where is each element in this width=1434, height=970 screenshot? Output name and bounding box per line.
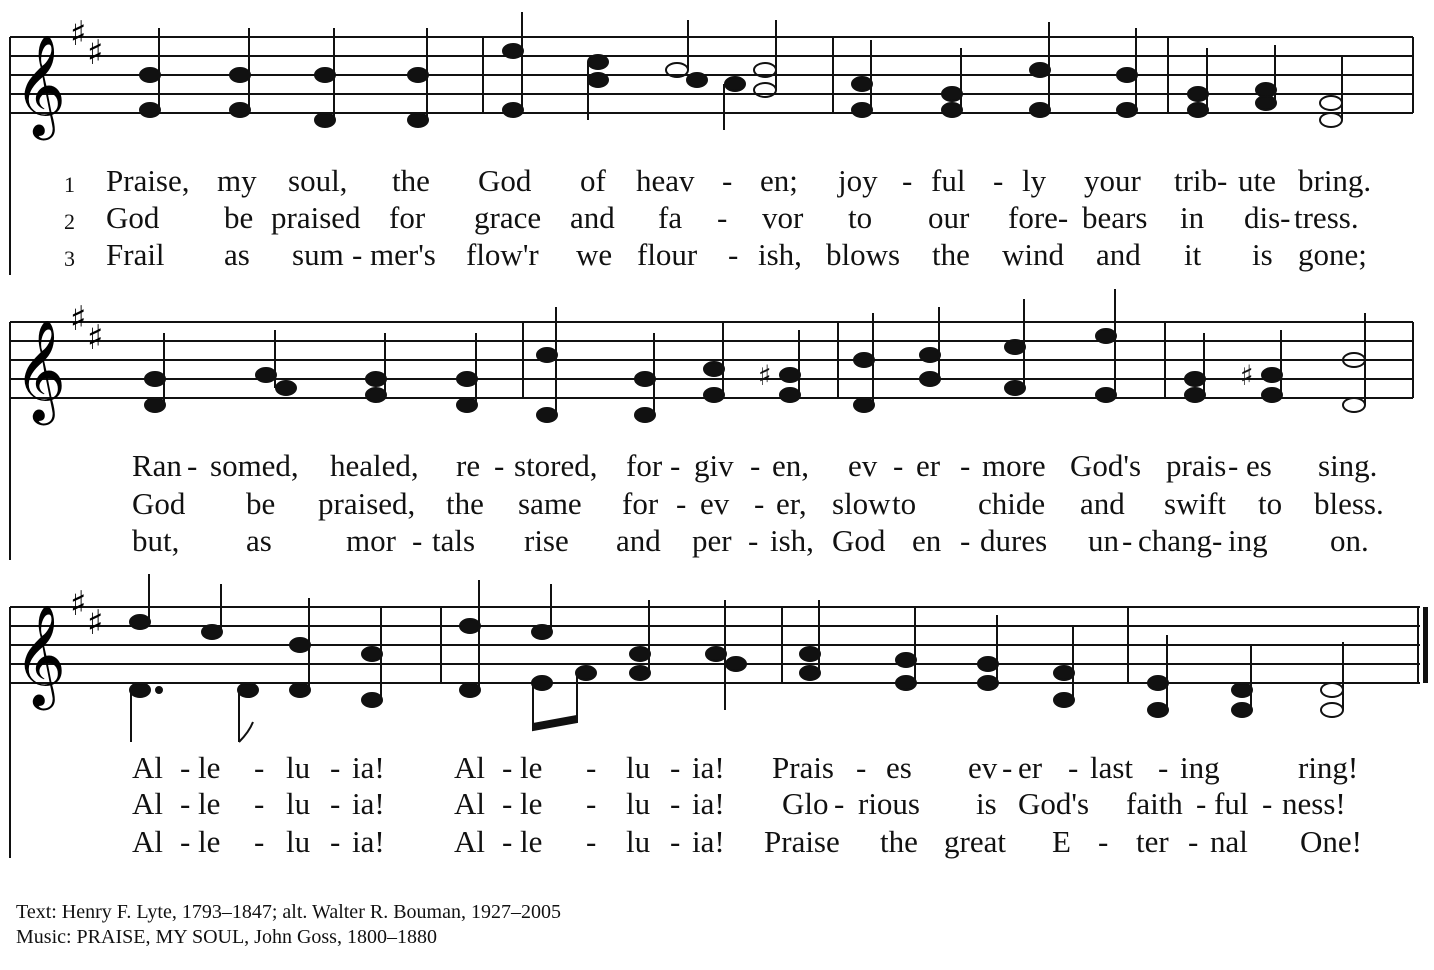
lyric-syllable: -	[722, 163, 733, 198]
lyric-syllable: the	[880, 824, 918, 859]
lyric-syllable: Al	[132, 824, 163, 859]
lyric-syllable: more	[982, 448, 1046, 483]
lyric-syllable: praised,	[318, 486, 416, 521]
lyric-syllable: dis-	[1244, 200, 1291, 235]
lyric-syllable: sing.	[1318, 448, 1378, 483]
lyric-syllable: trib-	[1174, 163, 1228, 198]
sharp-icon: ♯	[87, 318, 104, 358]
lyric-syllable: -	[1158, 750, 1169, 785]
lyric-syllable: vor	[762, 200, 804, 235]
lyric-syllable: as	[246, 523, 272, 558]
lyric-syllable: -	[502, 750, 513, 785]
lyric-syllable: prais	[1166, 448, 1227, 483]
lyric-syllable: Al	[454, 786, 485, 821]
lyric-syllable: en,	[772, 448, 810, 483]
lyric-syllable: -	[1228, 448, 1239, 483]
sharp-icon: ♯	[70, 584, 87, 624]
lyric-syllable: le	[520, 824, 543, 859]
lyric-syllable: ish,	[758, 237, 802, 272]
lyric-syllable: the	[446, 486, 484, 521]
lyric-syllable: tals	[432, 523, 476, 558]
final-barline	[1423, 607, 1428, 683]
lyric-syllable: -	[893, 448, 904, 483]
lyric-syllable: for	[622, 486, 659, 521]
lyric-syllable: ia!	[352, 750, 385, 785]
lyric-syllable: -	[1262, 786, 1273, 821]
lyric-syllable: ia!	[692, 824, 725, 859]
lyric-syllable: flour	[637, 237, 698, 272]
lyric-syllable: ful	[931, 163, 966, 198]
lyric-syllable: but,	[132, 523, 180, 558]
lyric-syllable: Al	[132, 786, 163, 821]
lyric-syllable: swift	[1164, 486, 1226, 521]
lyric-syllable: -	[1122, 523, 1133, 558]
lyric-syllable: our	[928, 200, 970, 235]
lyric-syllable: -	[254, 824, 265, 859]
lyric-syllable: ly	[1022, 163, 1047, 198]
lyric-syllable: ish,	[770, 523, 814, 558]
verse-number: 2	[64, 209, 75, 234]
svg-text:♯: ♯	[758, 359, 772, 392]
lyric-syllable: -	[180, 750, 191, 785]
lyric-syllable: Prais	[772, 750, 834, 785]
lyric-syllable: lu	[286, 750, 311, 785]
lyric-syllable: fore-	[1008, 200, 1069, 235]
sharp-icon: ♯	[87, 603, 104, 643]
sharp-icon: ♯	[70, 299, 87, 339]
lyric-syllable: God	[478, 163, 532, 198]
lyric-syllable: -	[330, 786, 341, 821]
lyric-syllable: chang	[1138, 523, 1213, 558]
lyric-syllable: -	[180, 824, 191, 859]
lyric-syllable: un	[1088, 523, 1119, 558]
lyric-syllable: your	[1084, 163, 1141, 198]
lyric-syllable: Glo	[782, 786, 829, 821]
lyric-syllable: -	[254, 750, 265, 785]
svg-text:♯: ♯	[1240, 359, 1254, 392]
credits	[16, 900, 561, 950]
lyric-syllable: soul,	[288, 163, 348, 198]
lyric-syllable: flow'r	[466, 237, 539, 272]
lyric-syllable: Praise	[764, 824, 840, 859]
lyric-syllable: to	[848, 200, 873, 235]
lyric-syllable: le	[520, 750, 543, 785]
lyric-syllable: and	[1080, 486, 1125, 521]
lyric-syllable: ter	[1136, 824, 1169, 859]
lyric-syllable: -	[586, 786, 597, 821]
lyric-syllable: somed,	[210, 448, 299, 483]
lyric-syllable: -	[1196, 786, 1207, 821]
lyric-syllable: le	[198, 786, 221, 821]
lyric-syllable: in	[1180, 200, 1205, 235]
lyric-syllable: ia!	[352, 824, 385, 859]
lyric-syllable: -	[412, 523, 423, 558]
lyric-syllable: of	[580, 163, 606, 198]
lyric-syllable: God	[132, 486, 186, 521]
lyric-syllable: -	[748, 523, 759, 558]
lyric-syllable: es	[1246, 448, 1272, 483]
lyric-syllable: giv	[694, 448, 734, 483]
lyric-syllable: -	[1068, 750, 1079, 785]
lyric-syllable: ness!	[1282, 786, 1346, 821]
lyric-syllable: the	[392, 163, 430, 198]
lyric-syllable: great	[944, 824, 1006, 859]
lyric-syllable: -	[586, 750, 597, 785]
lyric-syllable: -	[902, 163, 913, 198]
lyric-syllable: is	[1252, 237, 1273, 272]
verse-number: 1	[64, 172, 75, 197]
lyric-syllable: es	[886, 750, 912, 785]
lyric-syllable: -	[1002, 750, 1013, 785]
lyric-syllable: One!	[1300, 824, 1362, 859]
lyric-syllable: tress.	[1294, 200, 1359, 235]
lyric-syllable: lu	[286, 824, 311, 859]
lyric-syllable: Frail	[106, 237, 165, 272]
lyric-syllable: ev	[848, 448, 878, 483]
treble-clef-icon: 𝄞	[14, 603, 67, 706]
lyric-syllable: Al	[132, 750, 163, 785]
treble-clef-icon: 𝄞	[14, 318, 67, 421]
lyric-syllable: last	[1090, 750, 1134, 785]
lyric-syllable: -	[670, 750, 681, 785]
lyric-line-3-verse-1	[0, 750, 1434, 786]
sharp-icon: ♯	[70, 14, 87, 54]
lyric-syllable: same	[518, 486, 582, 521]
lyric-syllable: en;	[760, 163, 798, 198]
lyric-line-3-verse-2	[0, 786, 1434, 822]
lyric-syllable: -	[254, 786, 265, 821]
lyric-syllable: ful	[1214, 786, 1249, 821]
lyric-syllable: is	[976, 786, 997, 821]
lyric-syllable: bears	[1082, 200, 1148, 235]
lyric-syllable: sum	[292, 237, 344, 272]
lyric-syllable: rise	[524, 523, 569, 558]
lyric-syllable: joy	[838, 163, 878, 198]
lyric-syllable: to	[892, 486, 917, 521]
lyric-syllable: -	[993, 163, 1004, 198]
lyric-syllable: -	[1098, 824, 1109, 859]
lyric-syllable: -	[856, 750, 867, 785]
lyric-syllable: gone;	[1298, 237, 1367, 272]
lyric-syllable: le	[198, 750, 221, 785]
lyric-syllable: ia!	[352, 786, 385, 821]
lyric-syllable: God	[832, 523, 886, 558]
sharp-icon: ♯	[87, 33, 104, 73]
lyric-line-1-verse-3	[0, 237, 1434, 273]
lyric-syllable: be	[246, 486, 276, 521]
lyric-syllable: praised	[271, 200, 361, 235]
lyric-syllable: -	[717, 200, 728, 235]
lyric-syllable: chide	[978, 486, 1046, 521]
lyric-line-2-verse-1	[0, 448, 1434, 484]
lyric-syllable: lu	[626, 750, 651, 785]
lyric-syllable: le	[198, 824, 221, 859]
lyric-syllable: we	[576, 237, 613, 272]
lyric-syllable: slow	[832, 486, 891, 521]
lyric-line-2-verse-2	[0, 486, 1434, 522]
lyric-syllable: God's	[1070, 448, 1142, 483]
lyric-syllable: -	[494, 448, 505, 483]
lyric-syllable: en	[912, 523, 942, 558]
lyric-syllable: er,	[776, 486, 807, 521]
lyric-syllable: -	[754, 486, 765, 521]
lyric-syllable: -	[352, 237, 363, 272]
lyric-line-1-verse-2	[0, 200, 1434, 236]
lyric-syllable: grace	[474, 200, 542, 235]
lyric-syllable: -	[960, 523, 971, 558]
verse-number: 3	[64, 246, 75, 271]
lyric-syllable: mor	[346, 523, 396, 558]
lyric-line-3-verse-3	[0, 824, 1434, 860]
lyric-syllable: -	[180, 786, 191, 821]
lyric-syllable: on.	[1330, 523, 1369, 558]
lyric-syllable: -	[1212, 523, 1223, 558]
music-credit: Music: PRAISE, MY SOUL, John Goss, 1800–1880	[16, 926, 437, 948]
lyric-line-1-verse-1	[0, 163, 1434, 199]
lyric-syllable: ia!	[692, 786, 725, 821]
lyric-syllable: stored,	[514, 448, 598, 483]
lyric-syllable: ia!	[692, 750, 725, 785]
lyric-syllable: -	[750, 448, 761, 483]
lyric-syllable: -	[676, 486, 687, 521]
lyric-syllable: Ran	[132, 448, 182, 483]
lyric-syllable: blows	[826, 237, 901, 272]
lyric-syllable: fa	[658, 200, 683, 235]
lyric-syllable: for	[389, 200, 426, 235]
lyric-syllable: dures	[980, 523, 1048, 558]
lyric-syllable: -	[728, 237, 739, 272]
lyric-syllable: er	[916, 448, 941, 483]
lyric-syllable: -	[187, 448, 198, 483]
lyric-syllable: le	[520, 786, 543, 821]
lyric-syllable: lu	[286, 786, 311, 821]
lyric-syllable: ing	[1180, 750, 1220, 785]
lyric-syllable: ev	[700, 486, 730, 521]
lyric-syllable: faith	[1126, 786, 1183, 821]
lyric-syllable: -	[1188, 824, 1199, 859]
lyric-syllable: -	[670, 786, 681, 821]
lyric-syllable: as	[224, 237, 250, 272]
lyric-syllable: -	[502, 824, 513, 859]
lyric-syllable: per	[692, 523, 732, 558]
lyric-syllable: -	[960, 448, 971, 483]
lyric-syllable: -	[586, 824, 597, 859]
lyric-syllable: bring.	[1298, 163, 1372, 198]
lyric-syllable: -	[330, 824, 341, 859]
lyric-syllable: ring!	[1298, 750, 1359, 785]
lyric-syllable: nal	[1210, 824, 1248, 859]
lyric-syllable: -	[670, 824, 681, 859]
lyric-syllable: be	[224, 200, 254, 235]
lyric-syllable: rious	[858, 786, 920, 821]
lyric-syllable: -	[330, 750, 341, 785]
lyric-syllable: for	[626, 448, 663, 483]
lyric-syllable: lu	[626, 824, 651, 859]
lyric-syllable: Al	[454, 750, 485, 785]
lyric-syllable: and	[616, 523, 661, 558]
lyric-syllable: my	[217, 163, 257, 198]
lyric-syllable: lu	[626, 786, 651, 821]
lyric-syllable: heav	[636, 163, 695, 198]
text-credit: Text: Henry F. Lyte, 1793–1847; alt. Walter R. Bouman, 1927–2005	[16, 901, 561, 923]
lyric-syllable: ing	[1228, 523, 1268, 558]
lyric-syllable: ev	[968, 750, 998, 785]
lyric-syllable: re	[456, 448, 481, 483]
lyric-syllable: -	[834, 786, 845, 821]
lyric-syllable: to	[1258, 486, 1283, 521]
lyric-syllable: bless.	[1314, 486, 1384, 521]
lyric-syllable: it	[1184, 237, 1202, 272]
lyric-syllable: God's	[1018, 786, 1090, 821]
lyric-syllable: and	[1096, 237, 1141, 272]
lyric-syllable: and	[570, 200, 615, 235]
lyric-syllable: the	[932, 237, 970, 272]
lyric-syllable: Praise,	[106, 163, 190, 198]
lyric-syllable: E	[1052, 824, 1071, 859]
lyric-syllable: er	[1018, 750, 1043, 785]
lyric-syllable: healed,	[330, 448, 419, 483]
lyric-syllable: mer's	[370, 237, 436, 272]
lyric-syllable: Al	[454, 824, 485, 859]
lyric-line-2-verse-3	[0, 523, 1434, 559]
lyric-syllable: -	[502, 786, 513, 821]
lyric-syllable: wind	[1002, 237, 1064, 272]
lyric-syllable: ute	[1238, 163, 1276, 198]
lyric-syllable: -	[670, 448, 681, 483]
lyric-syllable: God	[106, 200, 160, 235]
treble-clef-icon: 𝄞	[14, 33, 67, 136]
